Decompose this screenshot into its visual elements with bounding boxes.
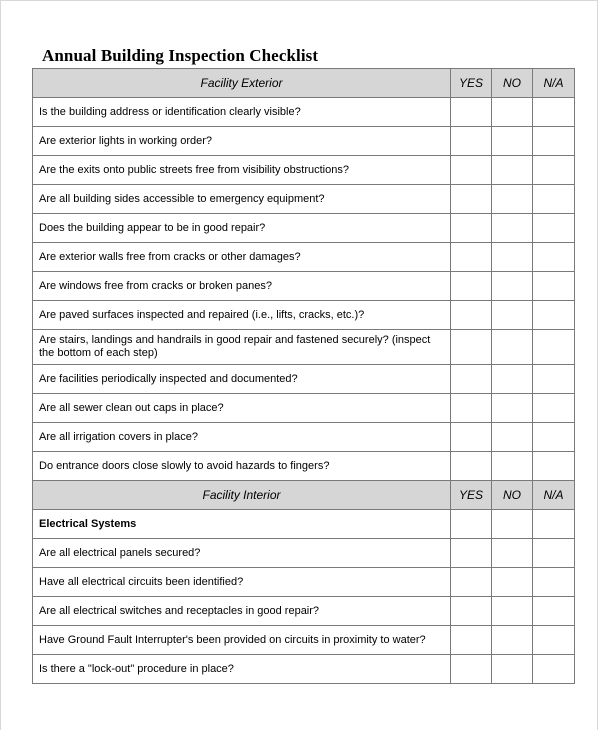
- na-cell[interactable]: [533, 452, 575, 481]
- column-no-header: NO: [492, 481, 533, 510]
- no-cell[interactable]: [492, 272, 533, 301]
- question-text: Are exterior walls free from cracks or other damages?: [33, 243, 451, 272]
- yes-cell[interactable]: [451, 452, 492, 481]
- yes-cell[interactable]: [451, 156, 492, 185]
- checklist-row: [33, 365, 575, 394]
- no-cell[interactable]: [492, 539, 533, 568]
- checklist-row: [33, 423, 575, 452]
- column-no-header: NO: [492, 69, 533, 98]
- yes-cell[interactable]: [451, 394, 492, 423]
- checklist-row: [33, 330, 575, 365]
- no-cell[interactable]: [492, 394, 533, 423]
- question-text: Are all irrigation covers in place?: [33, 423, 451, 452]
- checklist-row: [33, 214, 575, 243]
- question-text: Is the building address or identification clearly visible?: [33, 98, 451, 127]
- column-yes-header: YES: [451, 69, 492, 98]
- no-cell[interactable]: [492, 127, 533, 156]
- checklist-row: [33, 156, 575, 185]
- no-cell[interactable]: [492, 156, 533, 185]
- question-text: Have all electrical circuits been identified?: [33, 568, 451, 597]
- subsection-row: [33, 510, 575, 539]
- no-cell[interactable]: [492, 655, 533, 684]
- no-cell[interactable]: [492, 214, 533, 243]
- column-na-header: N/A: [533, 481, 575, 510]
- question-text: Are exterior lights in working order?: [33, 127, 451, 156]
- section-header-exterior: [33, 69, 575, 98]
- checklist-row: [33, 127, 575, 156]
- na-cell[interactable]: [533, 423, 575, 452]
- question-text: Does the building appear to be in good repair?: [33, 214, 451, 243]
- yes-cell[interactable]: [451, 127, 492, 156]
- column-yes-header: YES: [451, 481, 492, 510]
- no-cell[interactable]: [492, 365, 533, 394]
- checklist-row: [33, 539, 575, 568]
- checklist-row: [33, 568, 575, 597]
- checklist-row: [33, 301, 575, 330]
- na-cell[interactable]: [533, 539, 575, 568]
- checklist-row: [33, 394, 575, 423]
- question-text: Do entrance doors close slowly to avoid hazards to fingers?: [33, 452, 451, 481]
- na-cell[interactable]: [533, 272, 575, 301]
- checklist-row: [33, 185, 575, 214]
- section-heading: Facility Interior: [33, 481, 451, 510]
- no-cell[interactable]: [492, 243, 533, 272]
- no-cell[interactable]: [492, 568, 533, 597]
- question-text: Are all building sides accessible to emergency equipment?: [33, 185, 451, 214]
- na-cell[interactable]: [533, 510, 575, 539]
- na-cell[interactable]: [533, 243, 575, 272]
- na-cell[interactable]: [533, 127, 575, 156]
- checklist-row: [33, 452, 575, 481]
- question-text: Are all electrical switches and receptacles in good repair?: [33, 597, 451, 626]
- yes-cell[interactable]: [451, 510, 492, 539]
- yes-cell[interactable]: [451, 243, 492, 272]
- no-cell[interactable]: [492, 597, 533, 626]
- section-heading: Facility Exterior: [33, 69, 451, 98]
- yes-cell[interactable]: [451, 214, 492, 243]
- checklist-row: [33, 597, 575, 626]
- question-text: Are all electrical panels secured?: [33, 539, 451, 568]
- inspection-checklist-table: [32, 68, 575, 684]
- checklist-row: [33, 272, 575, 301]
- yes-cell[interactable]: [451, 568, 492, 597]
- checklist-row: [33, 243, 575, 272]
- na-cell[interactable]: [533, 655, 575, 684]
- no-cell[interactable]: [492, 510, 533, 539]
- na-cell[interactable]: [533, 365, 575, 394]
- no-cell[interactable]: [492, 452, 533, 481]
- question-text: Are stairs, landings and handrails in good repair and fastened securely? (inspect the bottom of each step): [33, 330, 451, 365]
- no-cell[interactable]: [492, 185, 533, 214]
- na-cell[interactable]: [533, 214, 575, 243]
- yes-cell[interactable]: [451, 597, 492, 626]
- na-cell[interactable]: [533, 568, 575, 597]
- checklist-row: [33, 626, 575, 655]
- yes-cell[interactable]: [451, 98, 492, 127]
- yes-cell[interactable]: [451, 655, 492, 684]
- question-text: Are all sewer clean out caps in place?: [33, 394, 451, 423]
- na-cell[interactable]: [533, 330, 575, 365]
- na-cell[interactable]: [533, 597, 575, 626]
- yes-cell[interactable]: [451, 626, 492, 655]
- subsection-title: Electrical Systems: [33, 510, 451, 539]
- na-cell[interactable]: [533, 394, 575, 423]
- yes-cell[interactable]: [451, 365, 492, 394]
- yes-cell[interactable]: [451, 423, 492, 452]
- yes-cell[interactable]: [451, 272, 492, 301]
- checklist-row: [33, 655, 575, 684]
- yes-cell[interactable]: [451, 301, 492, 330]
- no-cell[interactable]: [492, 98, 533, 127]
- question-text: Is there a "lock-out" procedure in place?: [33, 655, 451, 684]
- na-cell[interactable]: [533, 156, 575, 185]
- question-text: Have Ground Fault Interrupter's been provided on circuits in proximity to water?: [33, 626, 451, 655]
- yes-cell[interactable]: [451, 539, 492, 568]
- section-header-interior: [33, 481, 575, 510]
- question-text: Are paved surfaces inspected and repaired (i.e., lifts, cracks, etc.)?: [33, 301, 451, 330]
- no-cell[interactable]: [492, 330, 533, 365]
- document-title: Annual Building Inspection Checklist: [42, 46, 319, 65]
- checklist-row: [33, 98, 575, 127]
- yes-cell[interactable]: [451, 330, 492, 365]
- no-cell[interactable]: [492, 423, 533, 452]
- na-cell[interactable]: [533, 98, 575, 127]
- question-text: Are the exits onto public streets free from visibility obstructions?: [33, 156, 451, 185]
- yes-cell[interactable]: [451, 185, 492, 214]
- column-na-header: N/A: [533, 69, 575, 98]
- na-cell[interactable]: [533, 185, 575, 214]
- question-text: Are facilities periodically inspected and documented?: [33, 365, 451, 394]
- no-cell[interactable]: [492, 301, 533, 330]
- na-cell[interactable]: [533, 626, 575, 655]
- na-cell[interactable]: [533, 301, 575, 330]
- no-cell[interactable]: [492, 626, 533, 655]
- question-text: Are windows free from cracks or broken panes?: [33, 272, 451, 301]
